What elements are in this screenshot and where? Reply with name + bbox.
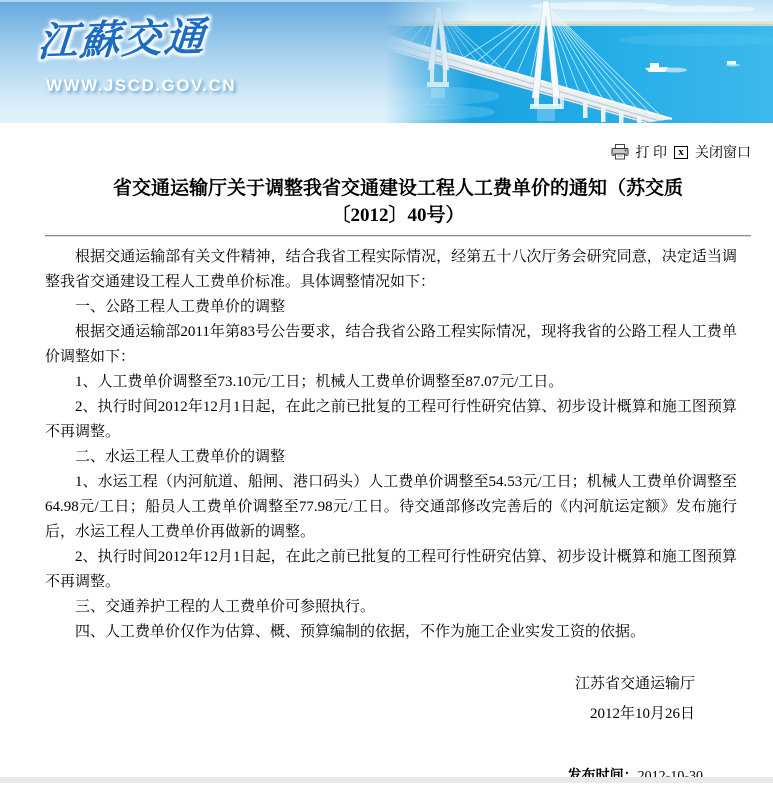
site-banner [0,0,773,123]
signature-org: 江苏省交通运输厅 [574,676,695,692]
paragraph: 1、人工费单价调整至73.10元/工日；机械人工费单价调整至87.07元/工日。 [75,374,564,390]
article-title: 省交通运输厅关于调整我省交通建设工程人工费单价的通知（苏交质〔2012〕40号） [112,178,683,226]
paragraph: 1、水运工程（内河航道、船闸、港口码头）人工费单价调整至54.53元/工日；机械人工费单价调整至64.98元/工日；船员人工费单价调整至77.98元/工日。待交通部修改完善后的《内河航运定额》发布施行后，水运工程人工费单价再做新的调整。 [45,474,737,540]
section-heading: 二、水运工程人工费单价的调整 [75,449,286,465]
toolbar [45,143,751,161]
close-window-icon[interactable]: x [674,146,688,159]
section-heading: 四、人工费单价仅作为估算、概、预算编制的依据，不作为施工企业实发工资的依据。 [75,624,646,640]
section-heading: 三、交通养护工程的人工费单价可参照执行。 [75,599,376,615]
paragraph: 根据交通运输部2011年第83号公告要求，结合我省公路工程实际情况，现将我省的公路工程人工费单价调整如下： [45,324,737,365]
print-link[interactable]: 打 印 [635,146,667,161]
article-body [45,245,751,645]
paragraph: 2、执行时间2012年12月1日起，在此之前已批复的工程可行性研究估算、初步设计概算和施工图预算不再调整。 [45,399,737,440]
document-area [0,143,773,785]
paragraph: 根据交通运输部有关文件精神，结合我省工程实际情况，经第五十八次厅务会研究同意，决定适当调整我省交通建设工程人工费单价标准。具体调整情况如下： [45,249,737,290]
bottom-strip [0,777,773,783]
printer-icon[interactable] [611,144,629,160]
signature-block [45,669,751,729]
site-url: WWW.JSCD.GOV.CN [46,76,236,95]
signature-date: 2012年10月26日 [589,706,695,722]
close-window-link[interactable]: 关闭窗口 [695,146,751,161]
title-divider [45,235,751,237]
paragraph: 2、执行时间2012年12月1日起，在此之前已批复的工程可行性研究估算、初步设计概算和施工图预算不再调整。 [45,549,737,590]
section-heading: 一、公路工程人工费单价的调整 [75,299,286,315]
site-logo: 江蘇交通 [36,13,208,66]
bridge-photo [355,0,773,123]
